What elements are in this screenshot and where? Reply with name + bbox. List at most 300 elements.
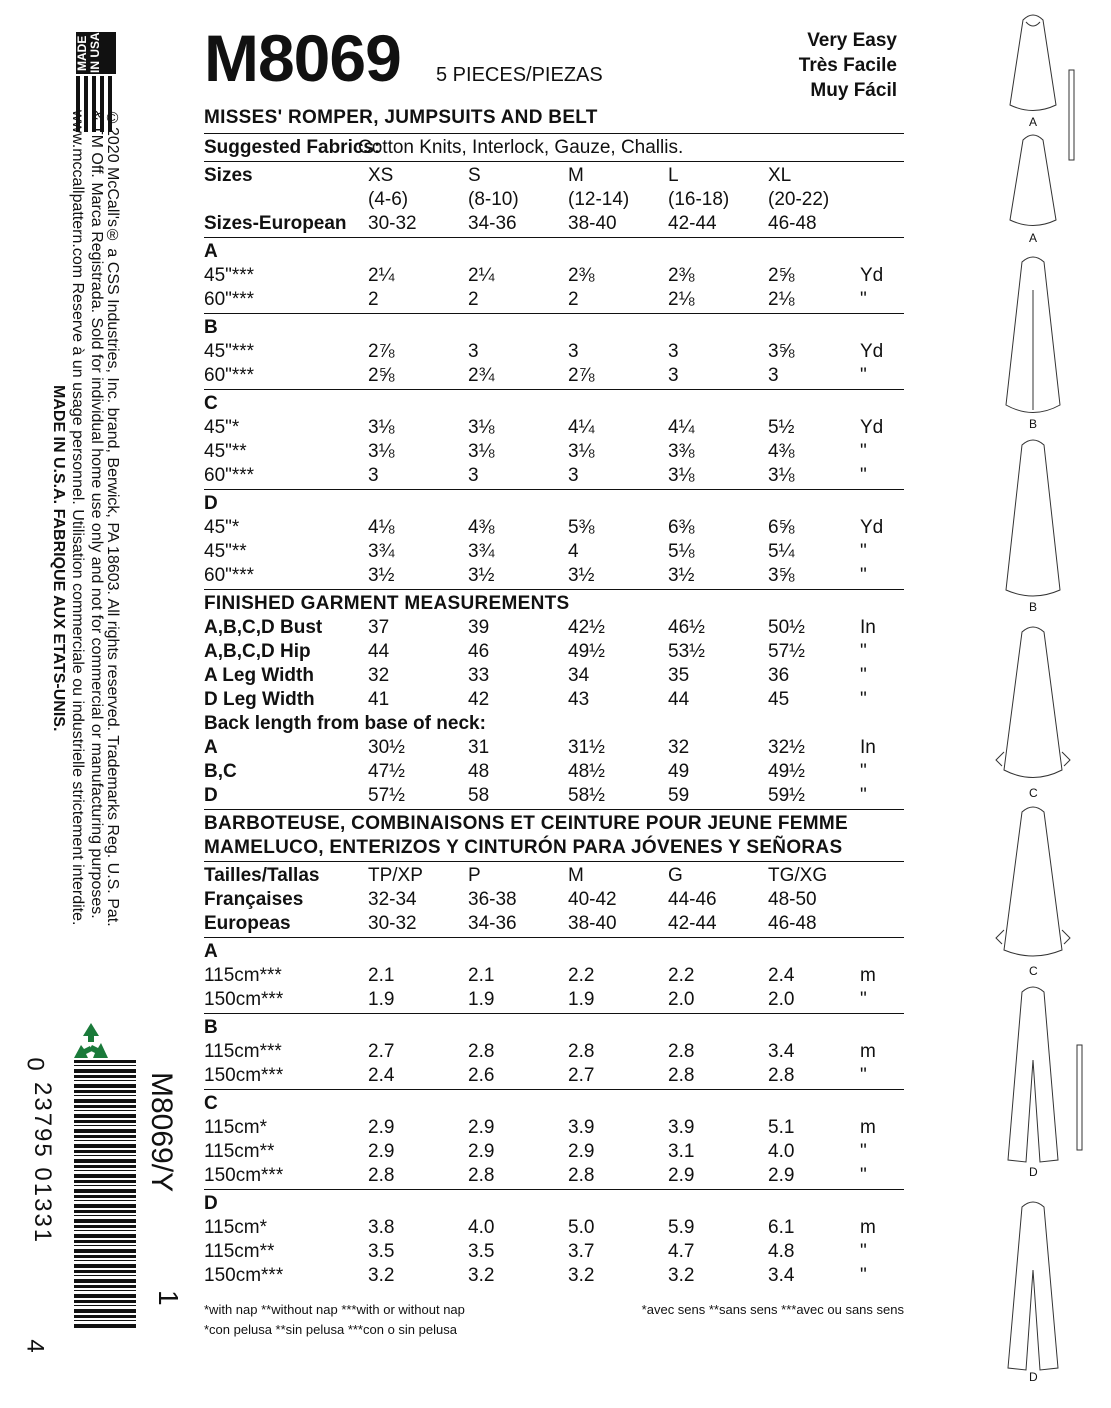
cell-value: 2⅝ [768, 265, 795, 286]
cell-value: 2.8 [668, 1041, 695, 1062]
taille-header: TP/XP [368, 865, 423, 886]
illustration-label-d2: D [1029, 1370, 1038, 1384]
cell-value: 3.4 [768, 1265, 795, 1286]
table-row [204, 664, 904, 688]
unit-label: m [860, 1041, 876, 1062]
sku-code: M8069/Y [145, 1072, 178, 1193]
cell-value: 36 [768, 665, 790, 686]
illustration-label-a2: A [1029, 231, 1038, 245]
cell-value: 2⅜ [568, 265, 595, 286]
size-european: 46-48 [768, 213, 817, 234]
cell-value: 3⅛ [368, 441, 395, 462]
cell-value: 50½ [768, 617, 805, 638]
cell-value: 42 [468, 689, 490, 710]
divider [204, 1013, 904, 1014]
cell-value: 6.1 [768, 1217, 795, 1238]
row-label: D Leg Width [204, 689, 315, 710]
cell-value: 2.7 [368, 1041, 395, 1062]
cell-value: 3.4 [768, 1041, 795, 1062]
table-row [204, 1116, 904, 1140]
cell-value: 3.9 [668, 1117, 695, 1138]
cell-value: 3½ [368, 565, 395, 586]
taille-europea: 42-44 [668, 913, 717, 934]
cell-value: 3 [468, 465, 479, 486]
table-row [204, 164, 904, 188]
legal-line-4: MADE IN U.S.A. FABRIQUE AUX ETATS-UNIS. [50, 385, 67, 732]
divider [204, 809, 904, 810]
divider [204, 237, 904, 238]
table-row [204, 288, 904, 312]
legal-line-2: & TM Off. Marca Registrada. Sold for individual home use only and not for commercial or manufacturing purposes. [88, 110, 105, 919]
garment-illustrations [990, 0, 1111, 1403]
cell-value: 3⅛ [368, 417, 395, 438]
size-range: (12-14) [568, 189, 630, 210]
cell-value: 58 [468, 785, 490, 806]
cell-value: 1.9 [468, 989, 495, 1010]
taille-francaise: 44-46 [668, 889, 717, 910]
taille-francaise: 48-50 [768, 889, 817, 910]
illustration-label-b1: B [1029, 417, 1038, 431]
table-row [204, 316, 904, 340]
table-row [204, 240, 904, 264]
table-row [204, 564, 904, 588]
cell-value: 2 [468, 289, 479, 310]
cell-value: 46 [468, 641, 490, 662]
unit-label: " [860, 365, 867, 386]
cell-value: 2.2 [568, 965, 595, 986]
unit-label: " [860, 1065, 867, 1086]
page-number: 1 [153, 1290, 184, 1306]
cell-value: 3.9 [568, 1117, 595, 1138]
cell-value: 5⅜ [568, 517, 595, 538]
table-row [204, 364, 904, 388]
sizes-european-label: Sizes-European [204, 213, 347, 234]
row-label: 45"* [204, 417, 240, 438]
legal-line-1: ©2020 McCall's® a CSS Industries, Inc. brand, Berwick, PA 18603. All rights reserved. Trademarks Reg. U.S. Pat. [104, 110, 121, 927]
divider [204, 161, 904, 162]
taille-europea: 30-32 [368, 913, 417, 934]
cell-value: 32 [668, 737, 690, 758]
taille-header: M [568, 865, 584, 886]
cell-value: 2.9 [368, 1117, 395, 1138]
divider [204, 489, 904, 490]
cell-value: 2¾ [468, 365, 495, 386]
cell-value: 2⅞ [568, 365, 595, 386]
table-row [204, 736, 904, 760]
table-row [204, 688, 904, 712]
belt-sketch [1069, 70, 1074, 160]
unit-label: " [860, 785, 867, 806]
row-label: 115cm*** [204, 1041, 282, 1062]
cell-value: 2.0 [768, 989, 795, 1010]
row-label: 60"*** [204, 465, 255, 486]
cell-value: 49 [668, 761, 690, 782]
cell-value: 2.7 [568, 1065, 595, 1086]
jumpsuit-c-back-sketch [1004, 807, 1062, 956]
cell-value: 57½ [368, 785, 405, 806]
size-range: (20-22) [768, 189, 830, 210]
unit-label: In [860, 617, 876, 638]
view-label: B [204, 317, 218, 338]
size-range: (8-10) [468, 189, 519, 210]
taille-header: G [668, 865, 683, 886]
unit-label: Yd [860, 341, 884, 362]
cell-value: 33 [468, 665, 490, 686]
divider [204, 1089, 904, 1090]
cell-value: 48½ [568, 761, 605, 782]
cell-value: 3.8 [368, 1217, 395, 1238]
size-header: S [468, 165, 481, 186]
cell-value: 1.9 [568, 989, 595, 1010]
row-label: A [204, 737, 218, 758]
table-row [204, 864, 904, 888]
table-row [204, 616, 904, 640]
cell-value: 3 [568, 465, 579, 486]
row-label: 115cm*** [204, 965, 282, 986]
cell-value: 2.9 [668, 1165, 695, 1186]
barcode-first-digit: 0 [21, 1057, 49, 1071]
finished-title: FINISHED GARMENT MEASUREMENTS [204, 593, 570, 614]
view-label: C [204, 1093, 218, 1114]
row-label: 45"*** [204, 265, 255, 286]
cell-value: 3½ [568, 565, 595, 586]
table-row [204, 1092, 904, 1116]
cell-value: 2⅛ [668, 289, 695, 310]
cell-value: 3 [468, 341, 479, 362]
cell-value: 41 [368, 689, 390, 710]
jumpsuit-d-back-sketch [1008, 1202, 1058, 1370]
table-row [204, 940, 904, 964]
unit-label: m [860, 1217, 876, 1238]
footnote-es: *con pelusa **sin pelusa ***con o sin pelusa [204, 1322, 457, 1337]
table-row [204, 136, 904, 160]
divider [204, 1189, 904, 1190]
cell-value: 6⅜ [668, 517, 695, 538]
table-row [204, 836, 904, 860]
footnote-fr: *avec sens **sans sens ***avec ou sans sens [641, 1302, 904, 1317]
row-label: 60"*** [204, 365, 255, 386]
cell-value: 32 [368, 665, 390, 686]
unit-label: " [860, 1141, 867, 1162]
row-label: 45"** [204, 441, 247, 462]
cell-value: 3.1 [668, 1141, 695, 1162]
cell-value: 3½ [668, 565, 695, 586]
size-header: L [668, 165, 679, 186]
cell-value: 31 [468, 737, 490, 758]
cell-value: 2.8 [368, 1165, 395, 1186]
row-label: 115cm* [204, 1117, 268, 1138]
cell-value: 59½ [768, 785, 805, 806]
illustration-label-a1: A [1029, 115, 1038, 129]
cell-value: 57½ [768, 641, 805, 662]
fabrics-text: Cotton Knits, Interlock, Gauze, Challis. [358, 137, 684, 158]
jumpsuit-d-front-sketch [1008, 987, 1058, 1162]
cell-value: 4 [568, 541, 579, 562]
cell-value: 3⅛ [468, 417, 495, 438]
cell-value: 31½ [568, 737, 605, 758]
cell-value: 4⅜ [768, 441, 795, 462]
cell-value: 4¼ [568, 417, 595, 438]
cell-value: 4.8 [768, 1241, 795, 1262]
cell-value: 3 [668, 341, 679, 362]
fabrics-label: Suggested Fabrics: [204, 137, 381, 158]
size-header: M [568, 165, 584, 186]
divider [204, 133, 904, 134]
cell-value: 2 [368, 289, 379, 310]
difficulty-fr: Très Facile [798, 55, 897, 76]
cell-value: 3⅛ [768, 465, 795, 486]
cell-value: 3.5 [468, 1241, 495, 1262]
unit-label: Yd [860, 265, 884, 286]
size-range: (16-18) [668, 189, 730, 210]
row-label: 150cm*** [204, 989, 284, 1010]
cell-value: 3 [568, 341, 579, 362]
view-label: A [204, 241, 218, 262]
table-row [204, 464, 904, 488]
divider [204, 861, 904, 862]
table-row [204, 712, 904, 736]
cell-value: 2.0 [668, 989, 695, 1010]
unit-label: " [860, 689, 867, 710]
belt-sketch-d [1077, 1045, 1082, 1150]
cell-value: 59 [668, 785, 690, 806]
pattern-number: M8069 [204, 21, 401, 95]
cell-value: 35 [668, 665, 690, 686]
row-label: B,C [204, 761, 237, 782]
cell-value: 5.0 [568, 1217, 595, 1238]
legal-strip [0, 0, 190, 1403]
cell-value: 6⅝ [768, 517, 795, 538]
cell-value: 2.8 [468, 1041, 495, 1062]
cell-value: 2⅝ [368, 365, 395, 386]
footnotes [204, 1300, 904, 1340]
row-label: D [204, 785, 218, 806]
table-row [204, 1164, 904, 1188]
cell-value: 2.8 [668, 1065, 695, 1086]
table-row [204, 264, 904, 288]
cell-value: 53½ [668, 641, 705, 662]
taille-europea: 46-48 [768, 913, 817, 934]
cell-value: 2.4 [768, 965, 795, 986]
row-label: 45"*** [204, 341, 255, 362]
view-label: A [204, 941, 218, 962]
table-row [204, 516, 904, 540]
table-row [204, 964, 904, 988]
cell-value: 4¼ [668, 417, 695, 438]
english-title: MISSES' ROMPER, JUMPSUITS AND BELT [204, 107, 598, 128]
view-label: D [204, 493, 218, 514]
taille-europea: 34-36 [468, 913, 517, 934]
table-row [204, 440, 904, 464]
cell-value: 3 [368, 465, 379, 486]
cell-value: 2⅛ [768, 289, 795, 310]
unit-label: " [860, 1241, 867, 1262]
cell-value: 2.1 [468, 965, 495, 986]
view-label: B [204, 1017, 218, 1038]
cell-value: 49½ [568, 641, 605, 662]
taille-francaise: 40-42 [568, 889, 617, 910]
cell-value: 2.4 [368, 1065, 395, 1086]
divider [204, 389, 904, 390]
cell-value: 3¾ [468, 541, 495, 562]
cell-value: 58½ [568, 785, 605, 806]
unit-label: " [860, 665, 867, 686]
cell-value: 3⅜ [668, 441, 695, 462]
table-row [204, 888, 904, 912]
divider [204, 937, 904, 938]
jumpsuit-b-back-sketch [1006, 440, 1060, 596]
french-title: BARBOTEUSE, COMBINAISONS ET CEINTURE POUR JEUNE FEMME [204, 813, 849, 834]
cell-value: 3.7 [568, 1241, 595, 1262]
size-header: XL [768, 165, 792, 186]
back-length-title: Back length from base of neck: [204, 713, 486, 734]
garment-sketches [990, 0, 1111, 1403]
table-row [204, 1016, 904, 1040]
cell-value: 5.1 [768, 1117, 795, 1138]
cell-value: 2.6 [468, 1065, 495, 1086]
unit-label: m [860, 965, 876, 986]
table-row [204, 812, 904, 836]
taille-francaise: 36-38 [468, 889, 517, 910]
cell-value: 44 [368, 641, 390, 662]
barcode [74, 1060, 136, 1330]
cell-value: 3½ [468, 565, 495, 586]
table-row [204, 592, 904, 616]
unit-label: " [860, 565, 867, 586]
illustration-label-d1: D [1029, 1165, 1038, 1179]
unit-label: " [860, 541, 867, 562]
cell-value: 2.8 [568, 1165, 595, 1186]
cell-value: 3.2 [668, 1265, 695, 1286]
view-label: D [204, 1193, 218, 1214]
table-row [204, 188, 904, 212]
cell-value: 3.2 [468, 1265, 495, 1286]
cell-value: 5¼ [768, 541, 795, 562]
difficulty-es: Muy Fácil [810, 80, 897, 101]
row-label: 60"*** [204, 289, 255, 310]
cell-value: 2.8 [768, 1065, 795, 1086]
cell-value: 2.1 [368, 965, 395, 986]
table-row [204, 1264, 904, 1288]
table-row [204, 760, 904, 784]
divider [204, 313, 904, 314]
table-row [204, 1140, 904, 1164]
size-european: 30-32 [368, 213, 417, 234]
illustration-label-c2: C [1029, 964, 1038, 978]
row-label: 115cm** [204, 1141, 275, 1162]
cell-value: 2.9 [768, 1165, 795, 1186]
unit-label: " [860, 1165, 867, 1186]
cell-value: 2 [568, 289, 579, 310]
table-row [204, 1216, 904, 1240]
cell-value: 47½ [368, 761, 405, 782]
table-row [204, 640, 904, 664]
cell-value: 2⅞ [368, 341, 395, 362]
europeas-label: Europeas [204, 913, 291, 934]
cell-value: 3 [668, 365, 679, 386]
table-row [204, 912, 904, 936]
unit-label: Yd [860, 417, 884, 438]
cell-value: 3.2 [568, 1265, 595, 1286]
size-european: 34-36 [468, 213, 517, 234]
cell-value: 4.7 [668, 1241, 695, 1262]
size-european: 42-44 [668, 213, 717, 234]
row-label: 45"** [204, 541, 247, 562]
view-label: C [204, 393, 218, 414]
table-row [204, 1240, 904, 1264]
cell-value: 39 [468, 617, 490, 638]
spanish-title: MAMELUCO, ENTERIZOS Y CINTURÓN PARA JÓVENES Y SEÑORAS [204, 837, 843, 858]
barcode-last-digit: 4 [21, 1339, 49, 1353]
table-row [204, 492, 904, 516]
row-label: 150cm*** [204, 1265, 284, 1286]
romper-a-back-sketch [1010, 135, 1056, 226]
table-row [204, 1192, 904, 1216]
row-label: 115cm** [204, 1241, 275, 1262]
romper-a-front-sketch [1010, 15, 1056, 111]
jumpsuit-c-front-sketch [1004, 627, 1062, 778]
unit-label: Yd [860, 517, 884, 538]
unit-label: " [860, 989, 867, 1010]
cell-value: 2.9 [468, 1141, 495, 1162]
illustration-label-b2: B [1029, 600, 1038, 614]
divider [204, 589, 904, 590]
cell-value: 3⅛ [568, 441, 595, 462]
unit-label: In [860, 737, 876, 758]
cell-value: 2¼ [468, 265, 495, 286]
cell-value: 5.9 [668, 1217, 695, 1238]
tailles-label: Tailles/Tallas [204, 865, 320, 886]
cell-value: 2.8 [568, 1041, 595, 1062]
unit-label: " [860, 289, 867, 310]
table-row [204, 1064, 904, 1088]
table-row [204, 392, 904, 416]
cell-value: 32½ [768, 737, 805, 758]
sizes-label: Sizes [204, 165, 253, 186]
cell-value: 34 [568, 665, 590, 686]
table-row [204, 540, 904, 564]
francaises-label: Françaises [204, 889, 304, 910]
cell-value: 2¼ [368, 265, 395, 286]
table-row [204, 1040, 904, 1064]
row-label: A Leg Width [204, 665, 314, 686]
row-label: 60"*** [204, 565, 255, 586]
size-european: 38-40 [568, 213, 617, 234]
cell-value: 49½ [768, 761, 805, 782]
taille-europea: 38-40 [568, 913, 617, 934]
unit-label: " [860, 441, 867, 462]
cell-value: 30½ [368, 737, 405, 758]
made-in-usa-label: MADE IN USA [76, 32, 116, 74]
cell-value: 48 [468, 761, 490, 782]
cell-value: 2.9 [568, 1141, 595, 1162]
cell-value: 5½ [768, 417, 795, 438]
unit-label: " [860, 761, 867, 782]
cell-value: 3.5 [368, 1241, 395, 1262]
cell-value: 37 [368, 617, 390, 638]
cell-value: 3¾ [368, 541, 395, 562]
table-row [204, 212, 904, 236]
taille-header: TG/XG [768, 865, 828, 886]
cell-value: 3 [768, 365, 779, 386]
row-label: 150cm*** [204, 1165, 284, 1186]
table-row [204, 784, 904, 808]
cell-value: 4⅛ [368, 517, 395, 538]
unit-label: " [860, 641, 867, 662]
table-row [204, 988, 904, 1012]
cell-value: 2⅜ [668, 265, 695, 286]
cell-value: 5⅛ [668, 541, 695, 562]
